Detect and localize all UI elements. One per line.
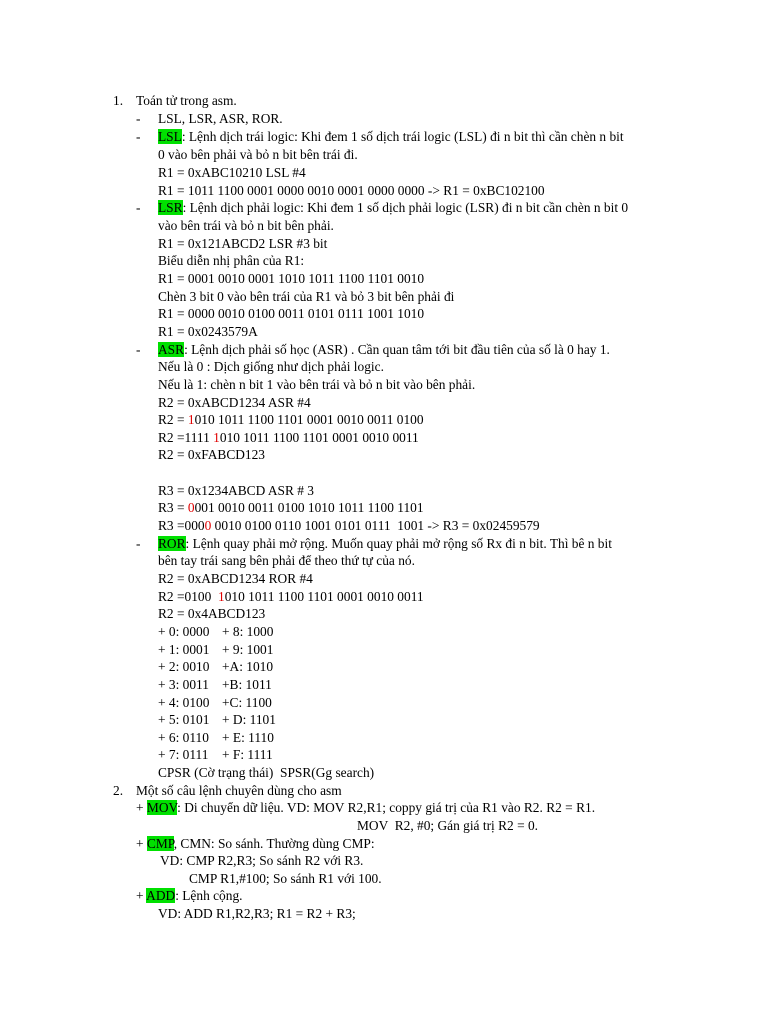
asr-description-2: Nếu là 0 : Dịch giống như dịch phải logic. — [158, 359, 384, 374]
section-1-number: 1. — [113, 93, 124, 108]
cmp-highlight: CMP — [146, 836, 174, 851]
text-run: 001 0010 0011 0100 1010 1011 1100 1101 — [194, 500, 424, 515]
ror-example-1: R2 = 0xABCD1234 ROR #4 — [158, 571, 313, 586]
section-1-title: Toán tử trong asm. — [136, 93, 237, 108]
bullet: - — [136, 536, 141, 551]
plus-marker: + — [136, 800, 147, 815]
lsr-highlight: LSR — [158, 200, 183, 215]
ror-highlight: ROR — [158, 536, 186, 551]
hex-row-right: + E: 1110 — [222, 730, 274, 745]
red-bit: 1 — [218, 589, 225, 604]
lsr-example-1: R1 = 0x121ABCD2 LSR #3 bit — [158, 236, 328, 251]
hex-row-left: + 2: 0010 — [158, 659, 210, 674]
text-run: R2 =0100 — [158, 589, 219, 604]
asr-description-3: Nếu là 1: chèn n bit 1 vào bên trái và bỏ n bit vào bên phải. — [158, 377, 476, 392]
lsr-example-3: R1 = 0001 0010 0001 1010 1011 1100 1101 0010 — [158, 271, 425, 286]
asr-example-4: R2 = 0xFABCD123 — [158, 447, 266, 462]
lsr-example-5: R1 = 0000 0010 0100 0011 0101 0111 1001 1010 — [158, 306, 425, 321]
asr-example-5: R3 = 0x1234ABCD ASR # 3 — [158, 483, 314, 498]
cmp-description — [136, 835, 375, 853]
lsl-description — [158, 128, 624, 146]
section-2-title: Một số câu lệnh chuyên dùng cho asm — [136, 783, 342, 798]
cmp-example-1: VD: CMP R2,R3; So sánh R2 với R3. — [160, 853, 364, 868]
asr-example-6 — [158, 499, 424, 517]
text-run: 0010 0100 0110 1001 0101 0111 1001 -> R3 = 0x02459579 — [211, 518, 540, 533]
hex-row-right: + 8: 1000 — [222, 624, 274, 639]
text-run: R2 =1111 — [158, 430, 214, 445]
lsl-description-cont: 0 vào bên phải và bỏ n bit bên trái đi. — [158, 147, 358, 162]
text-run: R2 = — [158, 412, 188, 427]
hex-row-left: + 3: 0011 — [158, 677, 209, 692]
hex-row-left: + 5: 0101 — [158, 712, 210, 727]
text-run: 010 1011 1100 1101 0001 0010 0011 0100 — [194, 412, 424, 427]
bullet: - — [136, 111, 141, 126]
lsl-desc-text: : Lệnh dịch trái logic: Khi đem 1 số dịch trái logic (LSL) đi n bit thì cần chèn n bit — [181, 129, 624, 144]
asr-description — [158, 341, 610, 359]
hex-row-left: + 1: 0001 — [158, 642, 210, 657]
ror-example-2 — [158, 588, 424, 606]
text-run: R3 = — [158, 500, 188, 515]
mov-highlight: MOV — [146, 800, 178, 815]
hex-row-right: + 9: 1001 — [222, 642, 274, 657]
red-bit: 1 — [187, 412, 195, 427]
asr-example-2 — [158, 411, 424, 429]
text-run: 010 1011 1100 1101 0001 0010 0011 — [224, 589, 424, 604]
asr-example-1: R2 = 0xABCD1234 ASR #4 — [158, 395, 311, 410]
hex-row-right: +C: 1100 — [222, 695, 272, 710]
asr-example-7 — [158, 517, 540, 535]
ror-example-3: R2 = 0x4ABCD123 — [158, 606, 266, 621]
mov-example: MOV R2, #0; Gán giá trị R2 = 0. — [357, 818, 539, 833]
lsr-desc-text: : Lệnh dịch phải logic: Khi đem 1 số dịch phải logic (LSR) đi n bit cần chèn n bit 0 — [182, 200, 629, 215]
plus-marker: + — [136, 888, 147, 903]
section-2-number: 2. — [113, 783, 124, 798]
lsr-example-4: Chèn 3 bit 0 vào bên trái của R1 và bỏ 3 bit bên phải đi — [158, 289, 455, 304]
red-bit: 1 — [213, 430, 220, 445]
bullet: - — [136, 200, 141, 215]
hex-row-left: + 7: 0111 — [158, 747, 209, 762]
ror-description-cont: bên tay trái sang bên phải để theo thứ tự của nó. — [158, 553, 415, 568]
text-run: 010 1011 1100 1101 0001 0010 0011 — [219, 430, 419, 445]
add-description — [136, 887, 243, 905]
hex-row-left: + 4: 0100 — [158, 695, 210, 710]
lsl-highlight: LSL — [158, 129, 182, 144]
bullet: - — [136, 129, 141, 144]
mov-desc-text: : Di chuyển dữ liệu. VD: MOV R2,R1; coppy giá trị của R1 vào R2. R2 = R1. — [177, 800, 596, 815]
cmp-example-2: CMP R1,#100; So sánh R1 với 100. — [189, 871, 382, 886]
lsr-example-6: R1 = 0x0243579A — [158, 324, 258, 339]
add-desc-text: : Lệnh cộng. — [175, 888, 243, 903]
red-bit: 0 — [187, 500, 195, 515]
lsr-example-2: Biểu diễn nhị phân của R1: — [158, 253, 305, 268]
red-bit: 0 — [204, 518, 212, 533]
hex-row-right: +B: 1011 — [222, 677, 272, 692]
hex-row-right: +A: 1010 — [222, 659, 274, 674]
hex-row-right: + D: 1101 — [222, 712, 276, 727]
ror-desc-text: : Lệnh quay phải mở rộng. Muốn quay phải mở rộng số Rx đi n bit. Thì bê n bit — [185, 536, 612, 551]
text-run: R3 =000 — [158, 518, 205, 533]
hex-row-right: + F: 1111 — [222, 747, 273, 762]
asr-example-3 — [158, 429, 419, 447]
add-highlight: ADD — [146, 888, 176, 903]
operators-summary: LSL, LSR, ASR, ROR. — [158, 111, 283, 126]
cmp-desc-text: , CMN: So sánh. Thường dùng CMP: — [173, 836, 375, 851]
lsl-example-2: R1 = 1011 1100 0001 0000 0010 0001 0000 0000 -> R1 = 0xBC102100 — [158, 183, 545, 198]
add-example: VD: ADD R1,R2,R3; R1 = R2 + R3; — [158, 906, 356, 921]
plus-marker: + — [136, 836, 147, 851]
lsr-description — [158, 199, 628, 217]
mov-description — [136, 799, 595, 817]
cpsr-note: CPSR (Cờ trạng thái) SPSR(Gg search) — [158, 765, 375, 780]
asr-highlight: ASR — [158, 342, 185, 357]
lsl-example-1: R1 = 0xABC10210 LSL #4 — [158, 165, 306, 180]
lsr-description-cont: vào bên trái và bỏ n bit bên phải. — [158, 218, 334, 233]
hex-row-left: + 6: 0110 — [158, 730, 209, 745]
bullet: - — [136, 342, 141, 357]
hex-row-left: + 0: 0000 — [158, 624, 210, 639]
ror-description — [158, 535, 612, 553]
asr-desc-text: : Lệnh dịch phải số học (ASR) . Cần quan tâm tới bit đầu tiên của số là 0 hay 1. — [184, 342, 610, 357]
